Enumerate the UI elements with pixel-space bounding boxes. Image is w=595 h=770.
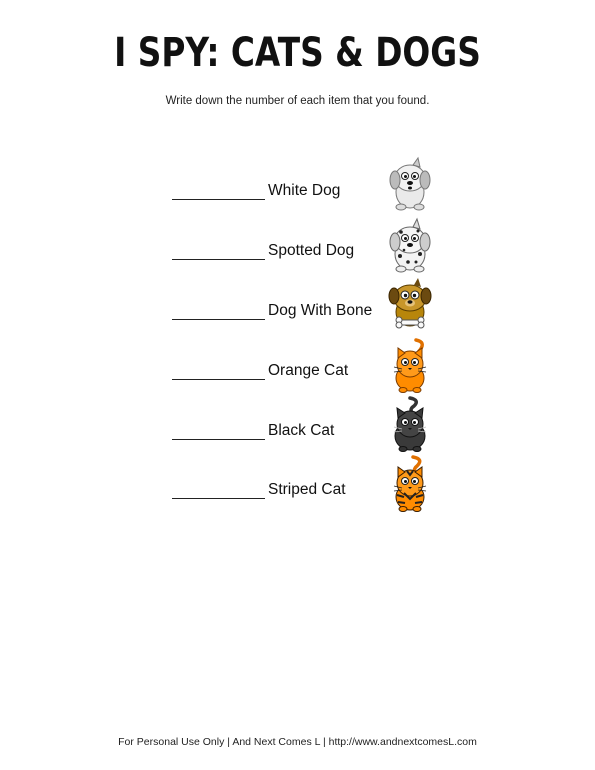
answer-blank[interactable] (172, 319, 265, 320)
black-cat-icon (380, 396, 440, 456)
answer-blank[interactable] (172, 379, 265, 380)
instructions: Write down the number of each item that you found. (165, 95, 430, 107)
orange-cat-icon (380, 336, 440, 396)
dog-with-bone-icon (380, 276, 440, 336)
spotted-dog-icon (380, 216, 440, 276)
list-item (0, 156, 595, 216)
answer-blank[interactable] (172, 259, 265, 260)
footer: For Personal Use Only | And Next Comes L | http://www.andnextcomesL.com (118, 736, 477, 748)
item-label: White Dog (268, 182, 341, 199)
list-item (0, 396, 595, 456)
list-item (0, 455, 595, 515)
item-label: Orange Cat (268, 362, 349, 379)
list-item (0, 216, 595, 276)
answer-blank[interactable] (172, 199, 265, 200)
list-item (0, 276, 595, 336)
item-label: Dog With Bone (268, 302, 373, 319)
list-item (0, 336, 595, 396)
item-label: Black Cat (268, 422, 335, 439)
item-label: Striped Cat (268, 481, 346, 498)
white-dog-icon (380, 156, 440, 216)
answer-blank[interactable] (172, 498, 265, 499)
answer-blank[interactable] (172, 439, 265, 440)
striped-cat-icon (380, 455, 440, 515)
page-title: I SPY: CATS & DOGS (114, 30, 481, 76)
item-label: Spotted Dog (268, 242, 355, 259)
